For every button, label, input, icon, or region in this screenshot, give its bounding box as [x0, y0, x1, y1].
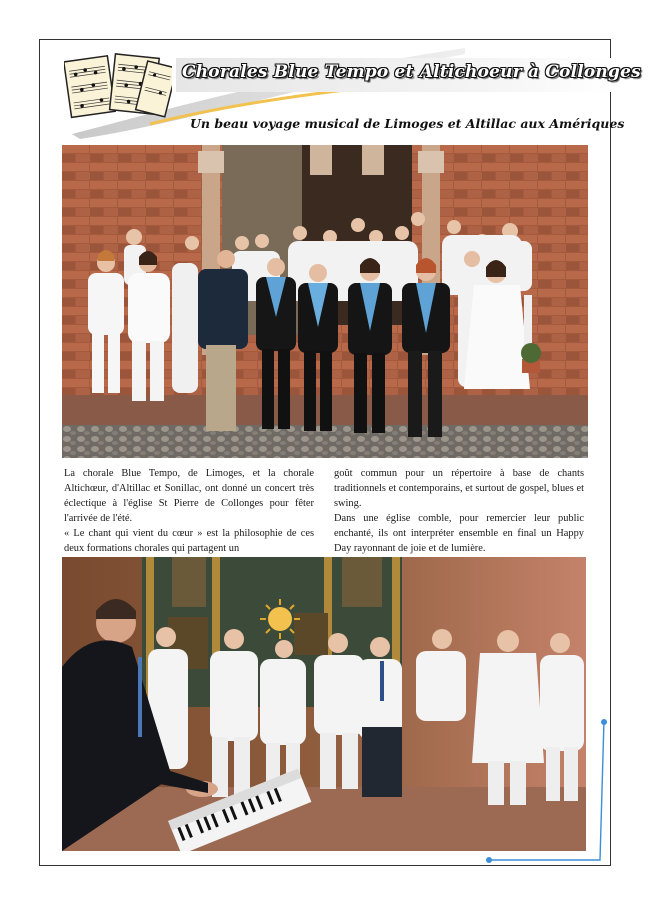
page-title: Chorales Blue Tempo et Altichoeur à Collonges [182, 62, 641, 82]
article-paragraph: « Le chant qui vient du cœur » est la philosophie de ces deux formations chorales qui partagent un [64, 528, 314, 555]
decorative-corner-line [486, 718, 610, 864]
article-paragraph: La chorale Blue Tempo, de Limoges, et la chorale Altichœur, d'Altillac et Sonillac, ont donné un concert très éclectique à l'église St Pierre de Collonges pour fêter l'arrivée de l'été. [64, 468, 314, 525]
choir-group-photo [62, 145, 588, 458]
page-subtitle: Un beau voyage musical de Limoges et Altillac aux Amériques [190, 116, 625, 131]
article-paragraph: goût commun pour un répertoire à base de chants traditionnels et contemporains, et surtout de gospel, blues et swing. [334, 468, 584, 510]
article-column-right [334, 466, 584, 557]
article-paragraph: Dans une église comble, pour remercier leur public enchanté, ils ont interpréter ensemble en final un Happy Day rayonnant de joie et de lumière. [334, 513, 584, 555]
article-column-left [64, 466, 314, 557]
music-sheets-icon [64, 50, 172, 124]
